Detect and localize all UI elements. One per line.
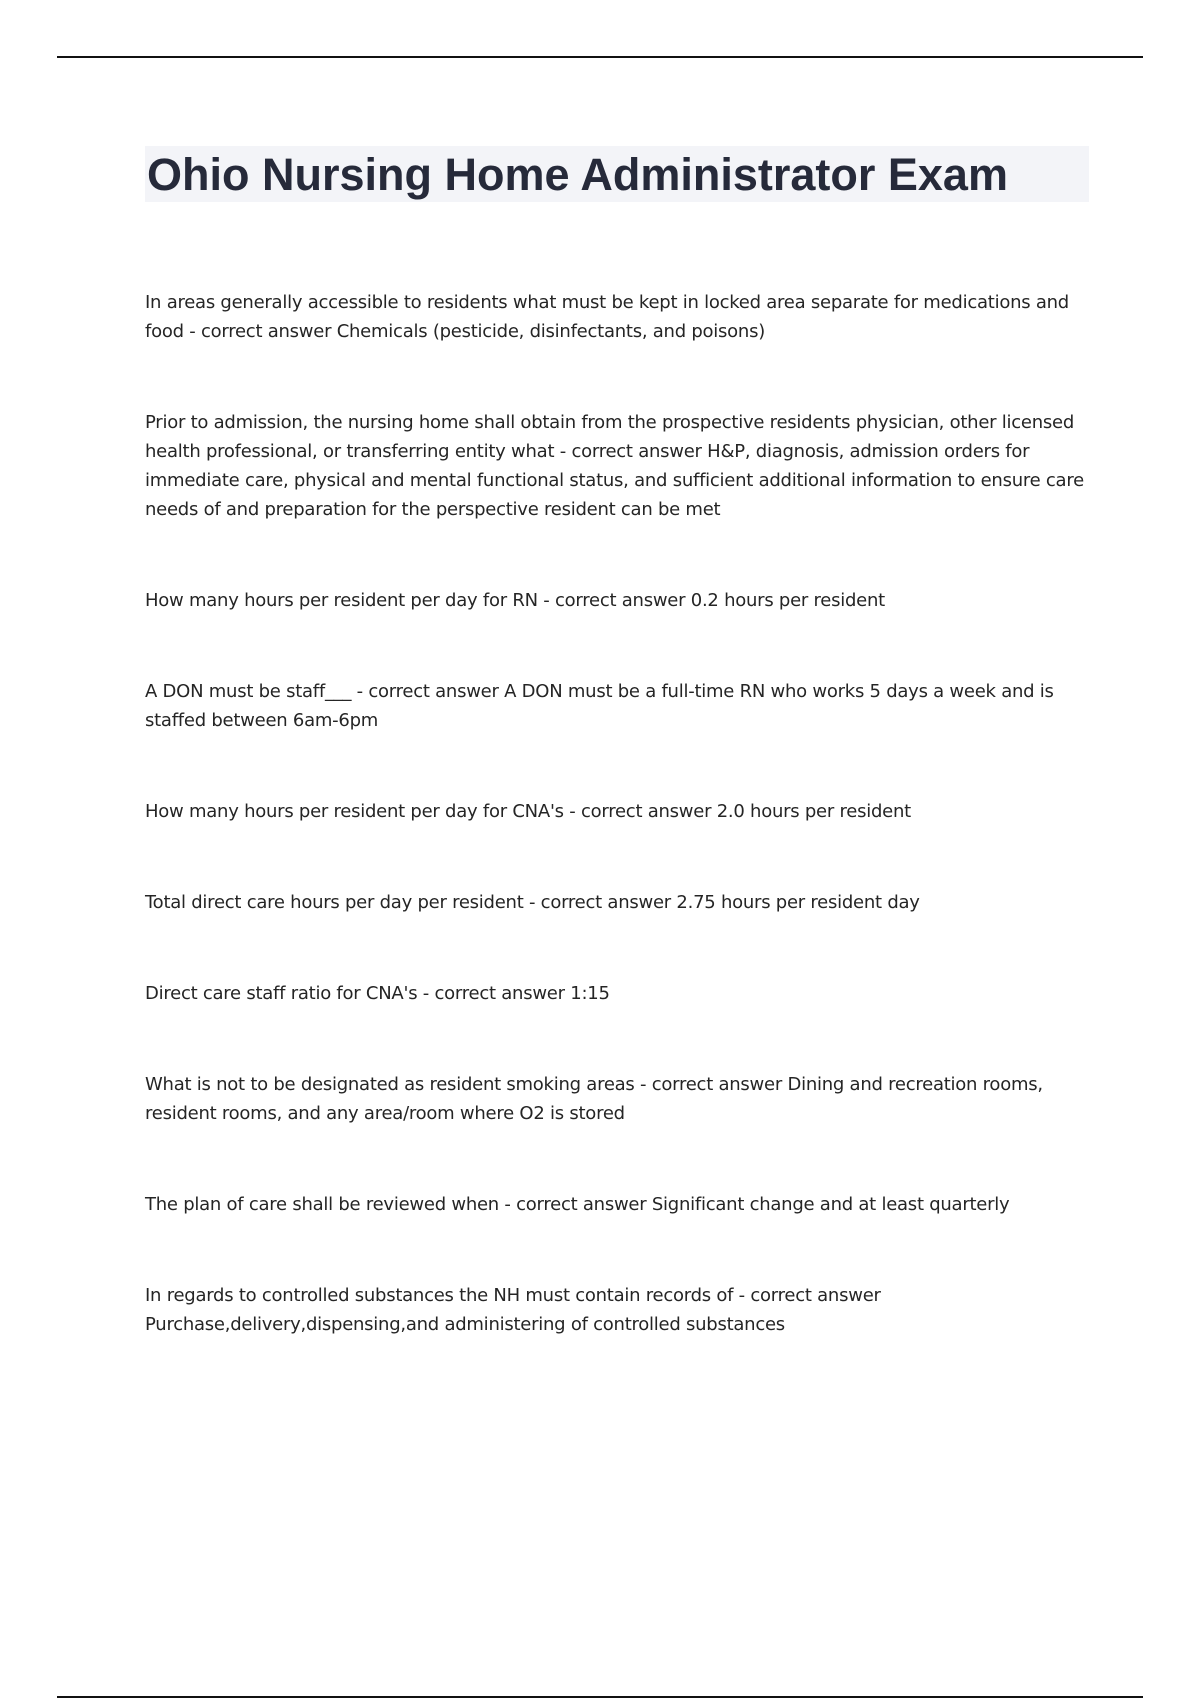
qa-item: Prior to admission, the nursing home shall obtain from the prospective residents physician, other licensed health professional, or transferring entity what - correct answer H&P, diagnosis, admission orders for immediate care, physical and mental functional status, and sufficient additional information to ensure care needs of and preparation for the perspective resident can be met [145,412,1084,520]
qa-item: What is not to be designated as resident smoking areas - correct answer Dining and recreation rooms, resident rooms, and any area/room where O2 is stored [145,1074,1043,1124]
qa-item: Direct care staff ratio for CNA's - correct answer 1:15 [145,983,610,1004]
qa-item: Total direct care hours per day per resident - correct answer 2.75 hours per resident day [145,892,920,913]
qa-item: In regards to controlled substances the NH must contain records of - correct answer Purchase,delivery,dispensing,and administering of controlled substances [145,1285,881,1335]
top-divider [57,56,1143,58]
question-answer-list [145,288,1095,1401]
qa-item: How many hours per resident per day for CNA's - correct answer 2.0 hours per resident [145,801,911,822]
qa-item: How many hours per resident per day for RN - correct answer 0.2 hours per resident [145,590,885,611]
qa-item: A DON must be staff___ - correct answer A DON must be a full-time RN who works 5 days a week and is staffed between 6am-6pm [145,681,1054,731]
qa-item: In areas generally accessible to residents what must be kept in locked area separate for medications and food - correct answer Chemicals (pesticide, disinfectants, and poisons) [145,292,1069,342]
title-highlight [145,146,1089,202]
page-title: Ohio Nursing Home Administrator Exam [147,149,1008,200]
bottom-divider [57,1696,1143,1698]
qa-item: The plan of care shall be reviewed when - correct answer Significant change and at least quarterly [145,1194,1010,1215]
